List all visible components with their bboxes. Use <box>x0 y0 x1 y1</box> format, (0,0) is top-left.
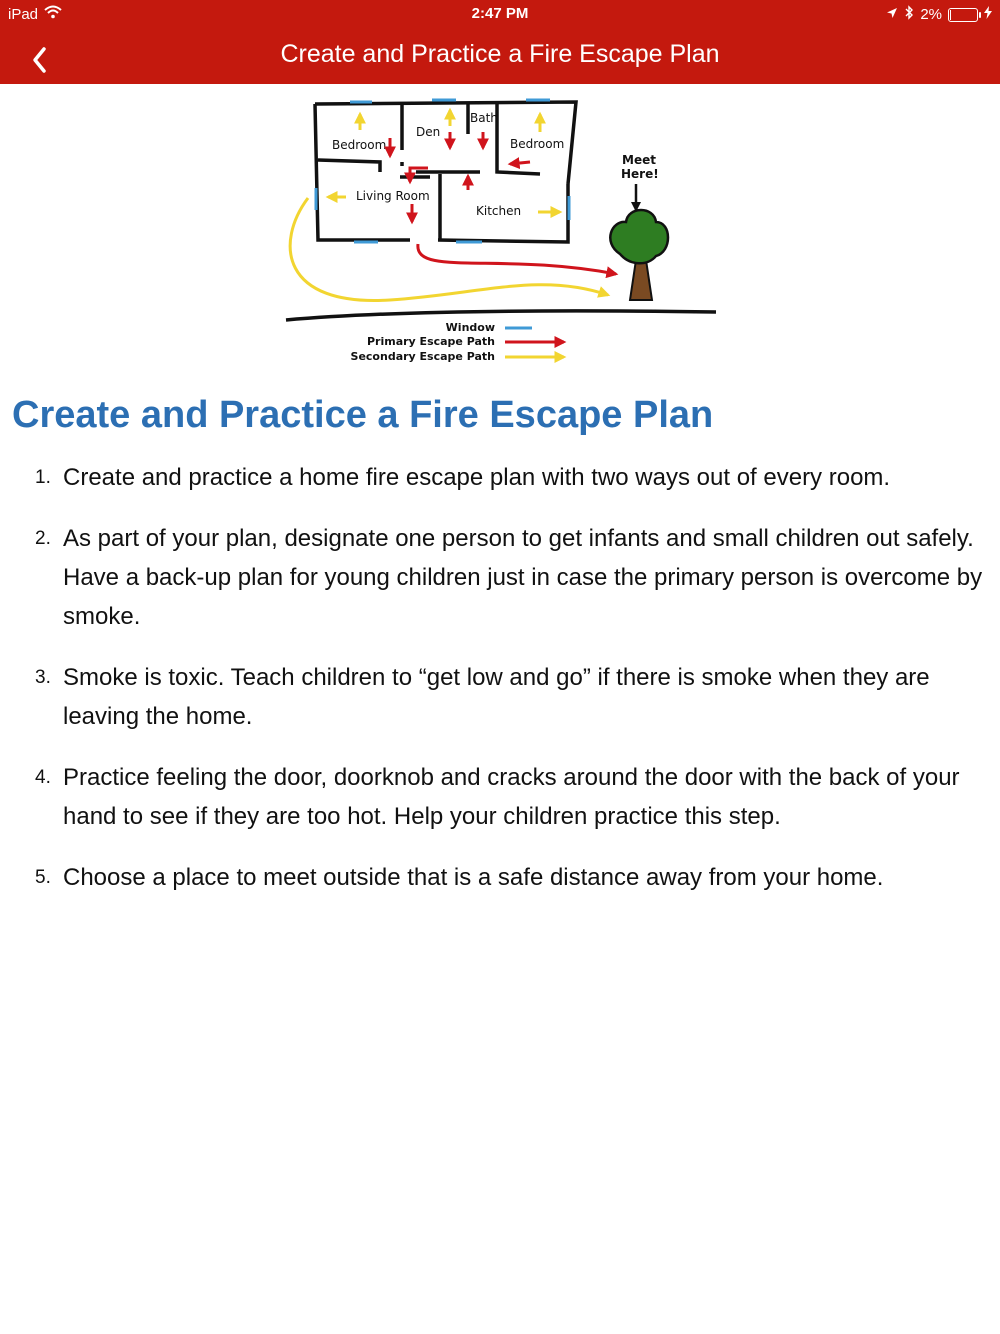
list-item <box>30 658 985 736</box>
battery-percent: 2% <box>920 6 942 23</box>
list-item <box>30 858 985 897</box>
charging-bolt-icon <box>984 6 992 23</box>
status-bar <box>0 0 1000 28</box>
room-label-living-room: Living Room <box>356 189 430 203</box>
steps-list <box>30 458 985 919</box>
bluetooth-icon <box>904 5 914 24</box>
nav-bar <box>0 28 1000 84</box>
battery-icon <box>948 8 978 22</box>
list-item-text: Smoke is toxic. Teach children to “get low and go” if there is smoke when they are leaving the home. <box>63 664 930 730</box>
location-arrow-icon <box>886 6 898 23</box>
room-label-bedroom-2: Bedroom <box>510 137 565 151</box>
room-label-bath: Bath <box>470 111 498 125</box>
list-item-text: As part of your plan, designate one person to get infants and small children out safely. Have a back-up plan for young children just in case the primary person is overcome by smoke. <box>63 525 983 630</box>
list-item <box>30 458 985 497</box>
list-item-number: 3. <box>35 667 51 688</box>
tree-icon <box>610 210 668 300</box>
legend-secondary-label: Secondary Escape Path <box>350 350 495 363</box>
legend-primary-label: Primary Escape Path <box>366 335 495 348</box>
status-time: 2:47 PM <box>471 5 529 22</box>
list-item-text: Create and practice a home fire escape plan with two ways out of every room. <box>63 464 891 491</box>
nav-title: Create and Practice a Fire Escape Plan <box>280 40 720 68</box>
article-heading: Create and Practice a Fire Escape Plan <box>12 394 714 436</box>
legend-window-label: Window <box>445 321 495 334</box>
device-name: iPad <box>8 5 39 23</box>
room-label-kitchen: Kitchen <box>476 204 522 218</box>
ground-line <box>286 311 716 320</box>
meet-label-line1: Meet <box>622 153 656 167</box>
room-label-bedroom-1: Bedroom <box>332 138 387 152</box>
list-item-number: 5. <box>35 867 51 888</box>
list-item <box>30 758 985 836</box>
house-floor-plan <box>315 102 576 242</box>
list-item <box>30 519 985 636</box>
list-item-number: 2. <box>35 528 51 549</box>
diagram-legend <box>351 321 564 363</box>
room-label-den: Den <box>416 125 441 139</box>
list-item-text: Choose a place to meet outside that is a safe distance away from your home. <box>63 864 884 891</box>
meet-label-line2: Here! <box>621 167 659 181</box>
primary-path-arrows <box>390 132 616 274</box>
list-item-text: Practice feeling the door, doorknob and cracks around the door with the back of your hand to see if they are too hot. Help your children practice this step. <box>63 764 960 830</box>
list-item-number: 1. <box>35 467 51 488</box>
battery-fill <box>950 10 951 20</box>
fire-escape-diagram <box>280 92 730 372</box>
header-bar <box>0 0 1000 84</box>
list-item-number: 4. <box>35 767 51 788</box>
